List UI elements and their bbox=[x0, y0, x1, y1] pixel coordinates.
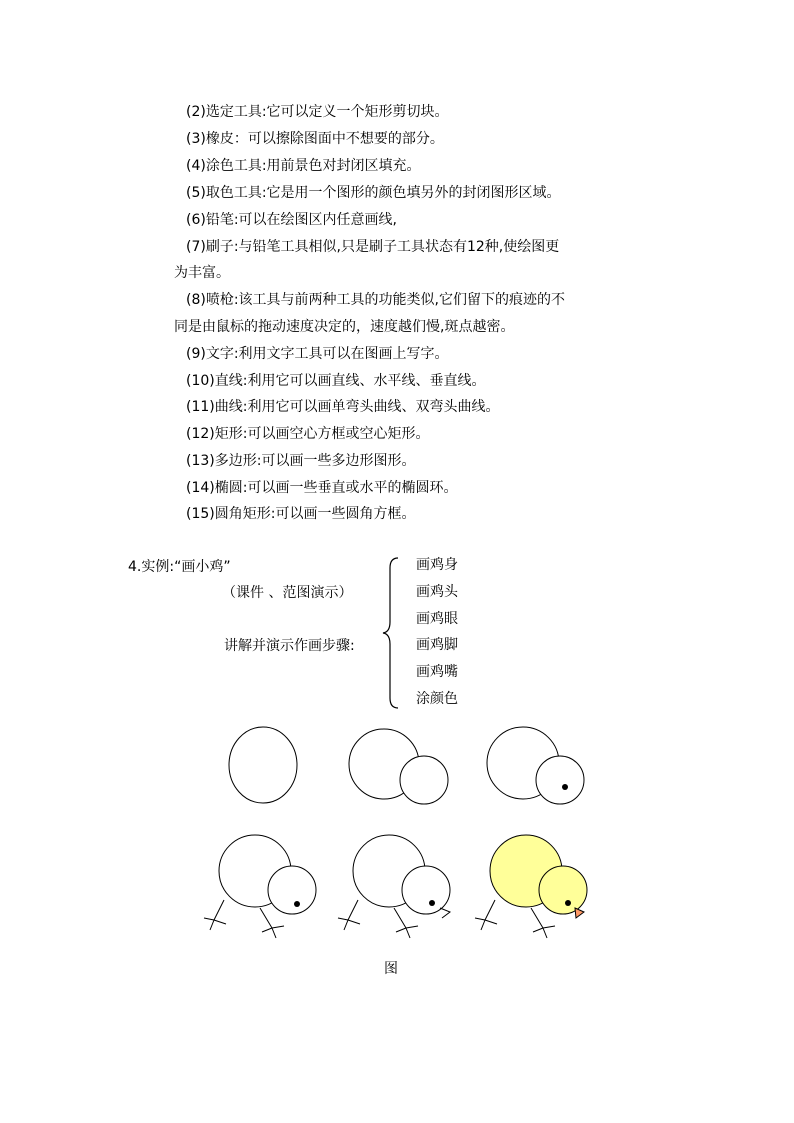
step-body: 画鸡身 bbox=[416, 557, 458, 573]
chick-stage-eye bbox=[487, 727, 584, 804]
chick-stage-feet bbox=[204, 835, 316, 938]
example-heading: 4.实例:“画小鸡” bbox=[128, 559, 231, 575]
chick-stage-head bbox=[349, 729, 448, 804]
chick-stage-beak bbox=[338, 835, 450, 938]
tool-line-pencil: (6)铅笔:可以在绘图区内任意画线, bbox=[186, 212, 397, 228]
step-eye: 画鸡眼 bbox=[416, 611, 458, 627]
chick-drawing-figure bbox=[200, 718, 600, 943]
tool-line-straight: (10)直线:利用它可以画直线、水平线、垂直线。 bbox=[186, 373, 486, 389]
tool-line-brush: (7)刷子:与铅笔工具相似,只是刷子工具状态有12种,使绘图更 bbox=[186, 239, 560, 255]
tool-line-airbrush: (8)喷枪:该工具与前两种工具的功能类似,它们留下的痕迹的不 bbox=[186, 292, 565, 308]
step-color: 涂颜色 bbox=[416, 691, 458, 707]
tool-line-airbrush-cont: 同是由鼠标的拖动速度决定的，速度越们慢,斑点越密。 bbox=[174, 319, 515, 335]
tool-line-eraser: (3)橡皮：可以擦除图面中不想要的部分。 bbox=[186, 131, 444, 147]
curly-brace bbox=[380, 556, 402, 710]
tool-line-fill: (4)涂色工具:用前景色对封闭区填充。 bbox=[186, 158, 421, 174]
tool-line-rectangle: (12)矩形:可以画空心方框或空心矩形。 bbox=[186, 426, 430, 442]
tool-line-rounded-rect: (15)圆角矩形:可以画一些圆角方框。 bbox=[186, 506, 416, 522]
example-steps-intro: 讲解并演示作画步骤: bbox=[224, 638, 355, 654]
figure-caption: 图 bbox=[384, 961, 398, 977]
tool-line-brush-cont: 为丰富。 bbox=[174, 265, 230, 281]
example-courseware: （课件 、范图演示） bbox=[222, 585, 353, 601]
tool-line-text: (9)文字:利用文字工具可以在图画上写字。 bbox=[186, 346, 449, 362]
tool-line-select: (2)选定工具:它可以定义一个矩形剪切块。 bbox=[186, 104, 449, 120]
chick-stage-colored bbox=[475, 835, 587, 938]
step-head: 画鸡头 bbox=[416, 584, 458, 600]
tool-line-ellipse: (14)椭圆:可以画一些垂直或水平的椭圆环。 bbox=[186, 480, 458, 496]
chick-stage-body bbox=[229, 727, 297, 803]
step-feet: 画鸡脚 bbox=[416, 637, 458, 653]
tool-line-curve: (11)曲线:利用它可以画单弯头曲线、双弯头曲线。 bbox=[186, 399, 500, 415]
step-beak: 画鸡嘴 bbox=[416, 664, 458, 680]
tool-line-polygon: (13)多边形:可以画一些多边形图形。 bbox=[186, 453, 416, 469]
tool-line-pick-color: (5)取色工具:它是用一个图形的颜色填另外的封闭图形区域。 bbox=[186, 185, 561, 201]
